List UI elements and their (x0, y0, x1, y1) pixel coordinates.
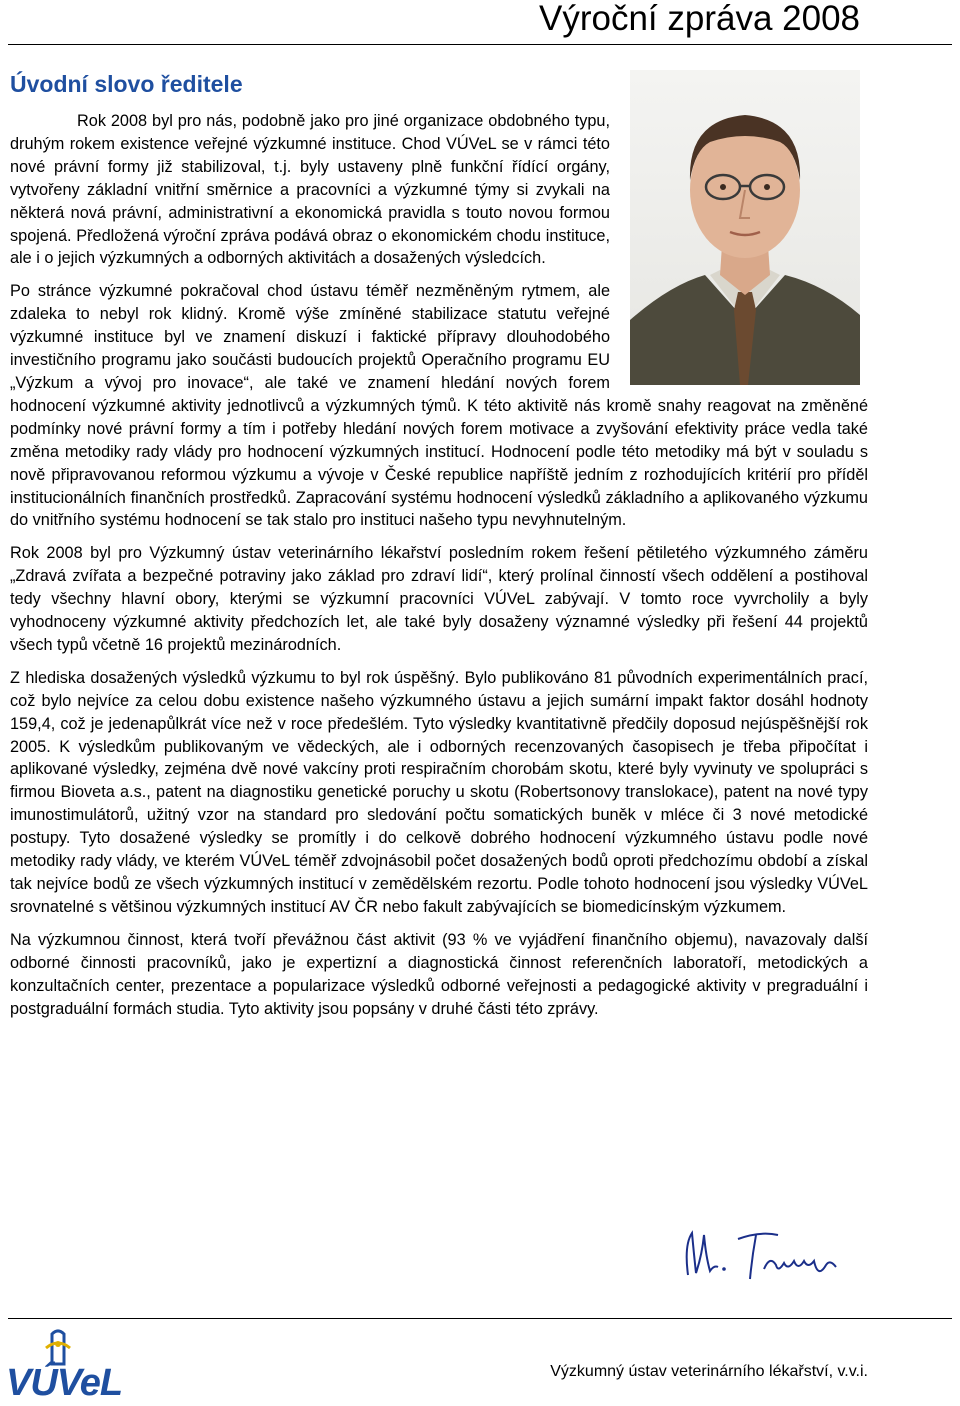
article-body (10, 110, 868, 1030)
paragraph: Na výzkumnou činnost, která tvoří převážnou část aktivit (93 % ve vyjádření finančního objemu), navazovaly další odborné činnosti pracovníků, jako je expertizní a diagnostická činnost referenčních laboratoří, metodických a konzultačních center, prezentace a popularizace výsledků odborné veřejnosti a pedagogické aktivity v pregraduální i postgraduální formách studia. Tyto aktivity jsou popsány v druhé části této zprávy. (10, 930, 868, 1018)
footer-divider (8, 1318, 952, 1319)
signature (680, 1225, 850, 1285)
header-divider (8, 44, 952, 45)
director-portrait (630, 70, 860, 385)
paragraph: Z hlediska dosažených výsledků výzkumu to byl rok úspěšný. Bylo publikováno 81 původních experimentálních prací, což bylo nejvíce za celou dobu existence našeho výzkumného ústavu a jejich sumární impakt faktor dosáhl hodnoty 159,4, což je jedenapůlkrát více než v roce předešlém. Tyto výsledky kvantitativně předčily doposud nejúspěšnější rok 2005. K výsledkům publikovaným ve vědeckých, ale i odborných recenzovaných časopisech je třeba připočítat i aplikované výsledky, zejména dvě nové vakcíny proti respiračním chorobám skotu, které byly vyvinuty ve spolupráci s firmou Bioveta a.s., patent na diagnostiku genetické poruchy u skotu (Robertsonovy translokace), patent na nové typy imunostimulátorů, užitný vzor na standard pro sledování počtu somatických buněk v mléce či 3 nové metodické postupy. Tyto dosažené výsledky se promítly i do celkově dobrého hodnocení výzkumného ústavu podle nové metodiky rady vlády, ve kterém VÚVeL téměř zdvojnásobil počet dosažených bodů oproti předchozímu období a získal tak nejvíce bodů ze všech výzkumných institucí v zemědělském rezortu. Podle tohoto hodnocení jsou výsledky VÚVeL srovnatelné s většinou výzkumných institucí AV ČR nebo fakult zabývajících se biomedicínským výzkumem. (10, 668, 868, 916)
footer-institution: Výzkumný ústav veterinárního lékařství, v.v.i. (550, 1363, 868, 1380)
paragraph: Po stránce výzkumné pokračoval chod ústavu téměř nezměněným rytmem, ale zdaleka to nebyl rok klidný. Kromě výše zmíněné stabilizace statutu veřejné výzkumné instituce byl ve znamení diskuzí i faktické přípravy dlouhodobého investičního programu jako součásti budoucích projektů Operačního programu EU „Výzkum a vývoj pro inovace“, ale také ve znamení hledání nových forem hodnocení výzkumné aktivity jednotlivců a výzkumných týmů. K této aktivitě nás kromě snahy reagovat na změněné podmínky nové právní formy a tím i potřeby hledání nových forem motivace a zvyšování efektivity práce vedla také změna metodiky rady vlády pro hodnocení výzkumných institucí. Hodnocení podle této metodiky má být v souladu s nově připravovanou reformou výzkumu a vývoje v České republice napříště jedním z rozhodujících kritérií pro příděl institucionálních finančních prostředků. Zapracování systému hodnocení výsledků základního a aplikovaného výzkumu do vnitřního systému hodnocení se tak stalo pro instituci našeho typu nevyhnutelným. (10, 282, 868, 530)
section-heading: Úvodní slovo ředitele (10, 71, 243, 97)
vuvel-logo: VÚVeL (6, 1328, 126, 1402)
paragraph: Rok 2008 byl pro nás, podobně jako pro jiné organizace obdobného typu, druhým rokem existence veřejné výzkumné instituce. Chod VÚVeL se v rámci této nové právní formy již stabilizoval, t.j. byly ustaveny plně funkční řídící orgány, vytvořeny základní vnitřní směrnice a pracovníci a výzkumné týmy si zvykali na některá nová právní, administrativní a ekonomická pravidla s touto novou formou spojená. Předložená výroční zpráva podává obraz o ekonomickém chodu instituce, ale i o jejich výzkumných a odborných aktivitách a dosažených výsledcích. (10, 112, 610, 268)
report-title: Výroční zpráva 2008 (538, 0, 860, 38)
paragraph: Rok 2008 byl pro Výzkumný ústav veterinárního lékařství posledním rokem řešení pětiletého výzkumného záměru „Zdravá zvířata a bezpečné potraviny jako základ pro zdraví lidí“, který prolínal činností všech oddělení a postihoval tedy všechny hlavní obory, kterými se výzkumní pracovníci VÚVeL zabývají. V tomto roce vyvrcholily a byly vyhodnoceny výzkumné aktivity předchozích let, ale také byly dosaženy významné výsledky při řešení 44 projektů všech typů včetně 16 projektů mezinárodních. (10, 544, 868, 654)
